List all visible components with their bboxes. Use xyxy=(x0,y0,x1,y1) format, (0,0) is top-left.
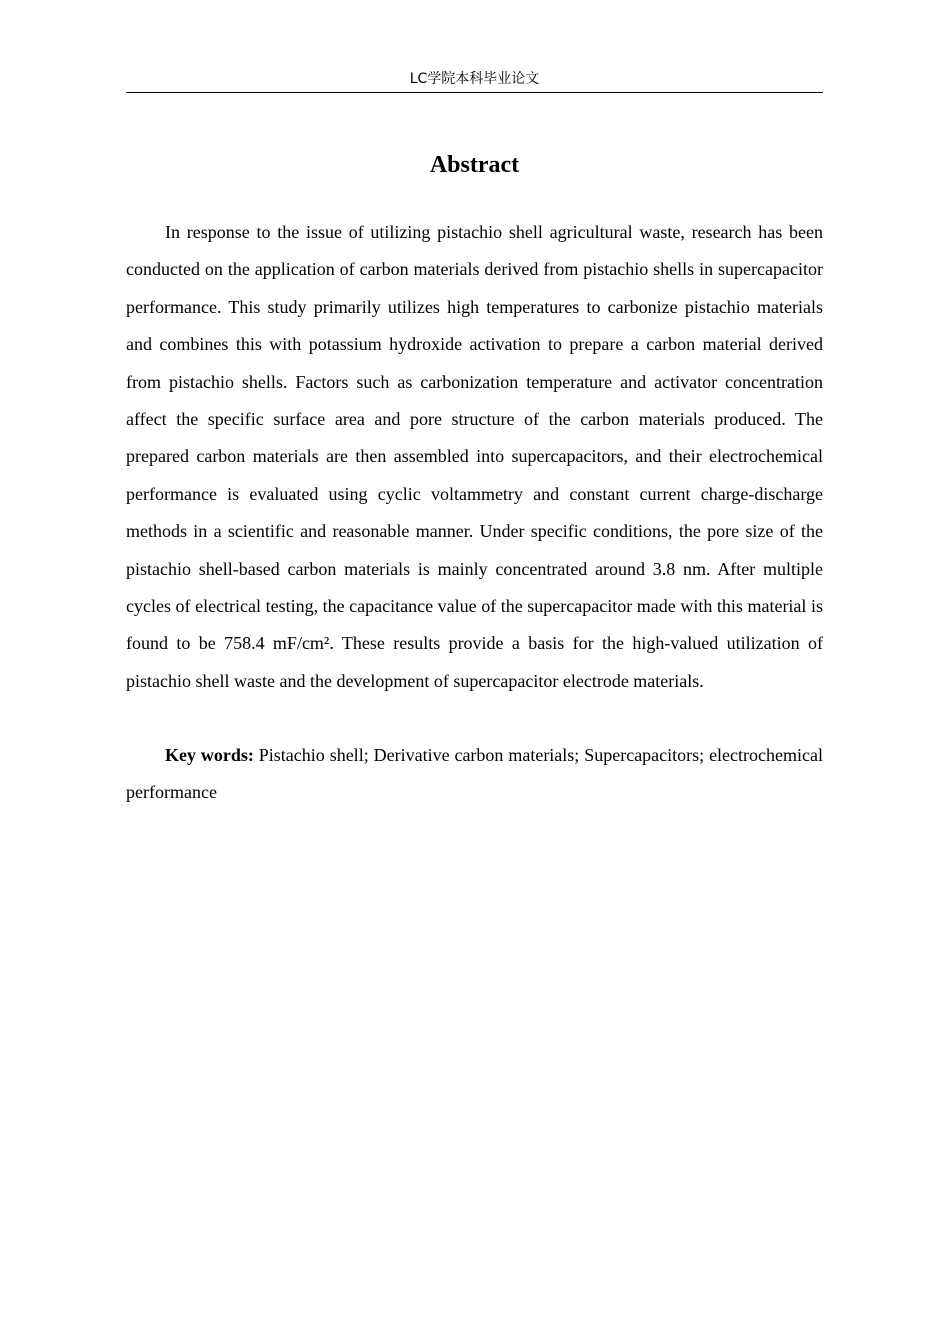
page-title: Abstract xyxy=(429,152,520,178)
keywords-label: Key words: xyxy=(165,745,254,765)
page-header xyxy=(126,68,823,93)
keywords-text: Pistachio shell; Derivative carbon materials; Supercapacitors; electrochemical performance xyxy=(126,745,823,803)
header-text: LC学院本科毕业论文 xyxy=(409,71,540,87)
keywords-paragraph xyxy=(126,737,823,812)
abstract-paragraph: In response to the issue of utilizing pistachio shell agricultural waste, research has been conducted on the application of carbon materials derived from pistachio shells in supercapacitor performance. This study primarily utilizes high temperatures to carbonize pistachio materials and combines this with potassium hydroxide activation to prepare a carbon material derived from pistachio shells. Factors such as carbonization temperature and activator concentration affect the specific surface area and pore structure of the carbon materials produced. The prepared carbon materials are then assembled into supercapacitors, and their electrochemical performance is evaluated using cyclic voltammetry and constant current charge-discharge methods in a scientific and reasonable manner. Under specific conditions, the pore size of the pistachio shell-based carbon materials is mainly concentrated around 3.8 nm. After multiple cycles of electrical testing, the capacitance value of the supercapacitor made with this material is found to be 758.4 mF/cm². These results provide a basis for the high-valued utilization of pistachio shell waste and the development of supercapacitor electrode materials. xyxy=(126,222,823,691)
